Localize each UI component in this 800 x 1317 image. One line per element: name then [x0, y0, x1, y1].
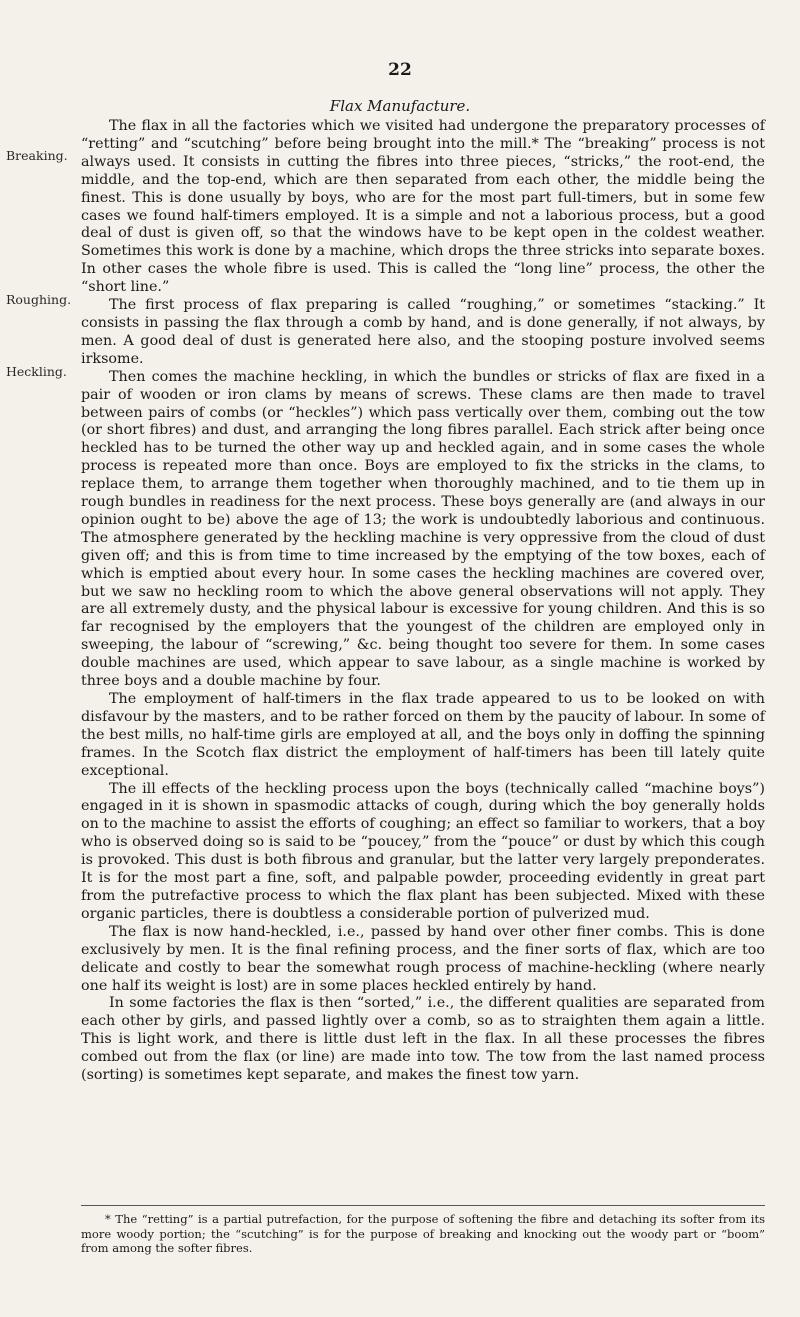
- footnote: * The “retting” is a partial putrefaction, for the purpose of softening the fibre and detaching its softer from its more woody portion; the “scutching” is for the purpose of breaking and knocking out the woody part or “boom” from among the softer fibres.: [81, 1212, 765, 1255]
- margin-note-roughing: Roughing.: [6, 292, 72, 307]
- body-text: [81, 118, 765, 1085]
- paragraph: Then comes the machine heckling, in which the bundles or stricks of flax are fixed in a pair of wooden or iron clams by means of screws. These clams are then made to travel between pairs of combs (or “heckles”) which pass vertically over them, combing out the tow (or short fibres) and dust, and arranging the long fibres parallel. Each strick after being once heckled has to be turned the other way up and heckled again, and in some cases the whole process is repeated more than once. Boys are employed to fix the stricks in the clams, to replace them, to arrange them together when thoroughly machined, and to tie them up in rough bundles in readiness for the next process. These boys generally are (and always in our opinion ought to be) above the age of 13; the work is undoubtedly laborious and continuous. The atmosphere generated by the heckling machine is very oppressive from the cloud of dust given off; and this is from time to time increased by the emptying of the tow boxes, each of which is emptied about every hour. In some cases the heckling machines are covered over, but we saw no heckling room to which the above general observations will not apply. They are all extremely dusty, and the physical labour is excessive for young children. And this is so far recognised by the employers that the youngest of the children are employed only in sweeping, the labour of “screwing,” &c. being thought too severe for them. In some cases double machines are used, which appear to save labour, as a single machine is worked by three boys and a double machine by four.: [81, 368, 765, 690]
- footnote-rule: [81, 1205, 765, 1206]
- paragraph: The first process of flax preparing is called “roughing,” or sometimes “stacking.” It consists in passing the flax through a comb by hand, and is done generally, if not always, by men. A good deal of dust is generated here also, and the stooping posture involved seems irksome.: [81, 297, 765, 367]
- paragraph: The ill effects of the heckling process upon the boys (technically called “machine boys”) engaged in it is shown in spasmodic attacks of cough, during which the boy generally holds on to the machine to assist the efforts of coughing; an effect so familiar to workers, that a boy who is observed doing so is said to be “poucey,” from the “pouce” or dust by which this cough is provoked. This dust is both fibrous and granular, but the latter very largely preponderates. It is for the most part a fine, soft, and palpable powder, proceeding evidently in great part from the putrefactive process to which the flax plant has been subjected. Mixed with these organic particles, there is doubtless a considerable portion of pulverized mud.: [81, 780, 765, 922]
- page-number: 22: [388, 60, 412, 80]
- paragraph: The flax in all the factories which we visited had undergone the preparatory processes of “retting” and “scutching” before being brought into the mill.* The “breaking” process is not always used. It consists in cutting the fibres into three pieces, “stricks,” the root-end, the middle, and the top-end, which are then separated from each other, the middle being the finest. This is done usually by boys, who are for the most part full-timers, but in some few cases we found half-timers employed. It is a simple and not a laborious process, but a good deal of dust is given off, so that the windows have to be kept open in the coldest weather. Sometimes this work is done by a machine, which drops the three stricks into separate boxes. In other cases the whole fibre is used. This is called the “long line” process, the other the “short line.”: [81, 118, 765, 296]
- margin-note-breaking: Breaking.: [6, 148, 68, 163]
- paragraph: The employment of half-timers in the flax trade appeared to us to be looked on with disfavour by the masters, and to be rather forced on them by the paucity of labour. In some of the best mills, no half-time girls are employed at all, and the boys only in doffing the spinning frames. In the Scotch flax district the employment of half-timers has been till lately quite exceptional.: [81, 691, 765, 779]
- paragraph: The flax is now hand-heckled, i.e., passed by hand over other finer combs. This is done exclusively by men. It is the final refining process, and the finer sorts of flax, which are too delicate and costly to bear the somewhat rough process of machine-heckling (where nearly one half its weight is lost) are in some places heckled entirely by hand.: [81, 923, 765, 994]
- paragraph: In some factories the flax is then “sorted,” i.e., the different qualities are separated from each other by girls, and passed lightly over a comb, so as to straighten them again a little. This is light work, and there is little dust left in the flax. In all these processes the fibres combed out from the flax (or line) are made into tow. The tow from the last named process (sorting) is sometimes kept separate, and makes the finest tow yarn.: [81, 995, 765, 1084]
- margin-note-heckling: Heckling.: [6, 364, 67, 379]
- section-title: Flax Manufacture.: [329, 97, 471, 115]
